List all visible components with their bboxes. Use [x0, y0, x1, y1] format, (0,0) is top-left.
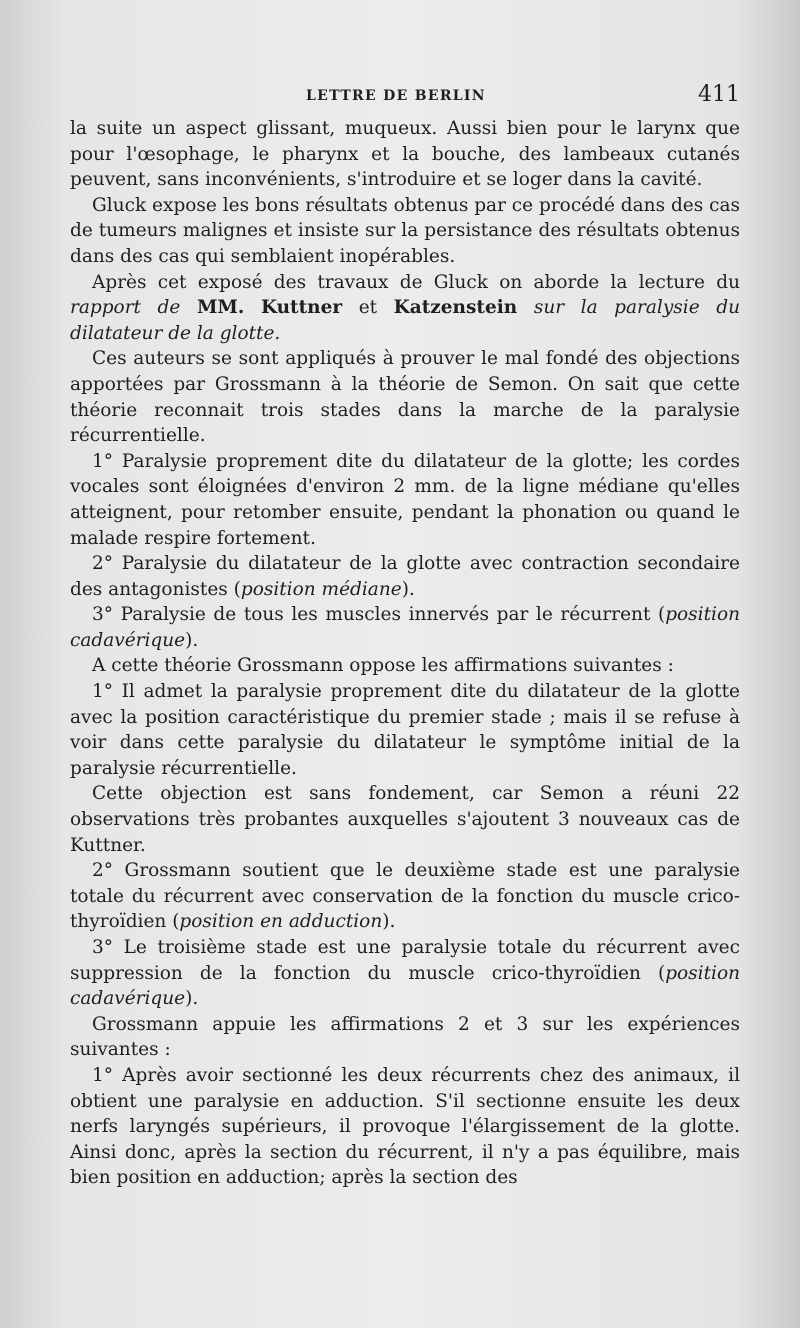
- report-phrase: rapport de: [70, 297, 181, 319]
- author-kuttner: Kuttner: [260, 297, 343, 319]
- paragraph-13: Grossmann appuie les affirmations 2 et 3 sur les expériences suivantes :: [70, 1013, 740, 1061]
- paragraph-7-emphasis: position cadavérique: [70, 604, 740, 651]
- page-header: [70, 80, 740, 112]
- paragraph-2: Gluck expose les bons résultats obtenus par ce procédé dans des cas de tumeurs malignes et insiste sur la persistance des résultats obtenus dans des cas qui semblaient inopérables.: [70, 194, 741, 267]
- paragraph-3: [70, 270, 740, 347]
- paragraph-8: A cette théorie Grossmann oppose les affirmations suivantes :: [92, 655, 674, 677]
- paragraph-11-emphasis: position en adduction: [179, 911, 383, 933]
- report-subject: sur la paralysie du dilatateur de la glotte.: [70, 297, 740, 344]
- conjunction: et: [342, 297, 394, 319]
- paragraph-12-text: 3° Le troisième stade est une paralysie totale du récurrent avec suppression de la fonction du muscle crico-thyroïdien (: [70, 937, 740, 984]
- honorific: MM.: [196, 297, 245, 319]
- paragraph-12: [70, 935, 740, 1012]
- page-number: 411: [698, 82, 740, 107]
- paragraph-11-text: 2° Grossmann soutient que le deuxième stade est une paralysie totale du récurrent avec conservation de la fonction du muscle crico-thyroïdien (: [70, 860, 740, 933]
- paragraph-7: [70, 602, 740, 653]
- paragraph-11-end: ).: [382, 911, 396, 933]
- paragraph-6-end: ).: [401, 578, 415, 600]
- paragraph-11: [70, 858, 740, 935]
- author-katzenstein: Katzenstein: [393, 297, 518, 319]
- paragraph-6-text: 2° Paralysie du dilatateur de la glotte avec contraction secondaire des antagonistes (: [70, 553, 740, 600]
- paragraph-14: 1° Après avoir sectionné les deux récurrents chez des animaux, il obtient une paralysie en adduction. S'il sectionne ensuite les deux nerfs laryngés supérieurs, il provoque l'élargissement de la glotte. Ainsi donc, après la section du récurrent, il n'y a pas équilibre, mais bien position en adduction; après la section des: [70, 1064, 740, 1189]
- paragraph-12-end: ).: [185, 988, 199, 1010]
- paragraph-6: [70, 551, 740, 602]
- body-text: [70, 116, 740, 1191]
- paragraph-5: 1° Paralysie proprement dite du dilatateur de la glotte; les cordes vocales sont éloignées d'environ 2 mm. de la ligne médiane qu'elles atteignent, pour retomber ensuite, pendant la phonation ou quand le malade respire fortement.: [70, 450, 740, 549]
- paragraph-3-text: Après cet exposé des travaux de Gluck on aborde la lecture du: [92, 271, 740, 293]
- paragraph-1: la suite un aspect glissant, muqueux. Aussi bien pour le larynx que pour l'œsophage, le pharynx et la bouche, des lambeaux cutanés peuvent, sans inconvénients, s'introduire et se loger dans la cavité.: [70, 118, 740, 191]
- running-title: LETTRE DE BERLIN: [306, 88, 486, 104]
- paragraph-7-text: 3° Paralysie de tous les muscles innervés par le récurrent (: [92, 604, 666, 626]
- paragraph-10: Cette objection est sans fondement, car Semon a réuni 22 observations très probantes auxquelles s'ajoutent 3 nouveaux cas de Kuttner.: [70, 783, 740, 856]
- paragraph-12-emphasis: position cadavérique: [70, 962, 740, 1010]
- paragraph-9: 1° Il admet la paralysie proprement dite du dilatateur de la glotte avec la position caractéristique du premier stade ; mais il se refuse à voir dans cette paralysie du dilatateur le symptôme initial de la paralysie récurrentielle.: [70, 681, 740, 779]
- paragraph-7-end: ).: [185, 629, 199, 651]
- paragraph-6-emphasis: position médiane: [240, 578, 402, 600]
- paragraph-4: Ces auteurs se sont appliqués à prouver le mal fondé des objections apportées par Grossmann à la théorie de Semon. On sait que cette théorie reconnait trois stades dans la marche de la paralysie récurrentielle.: [70, 348, 740, 447]
